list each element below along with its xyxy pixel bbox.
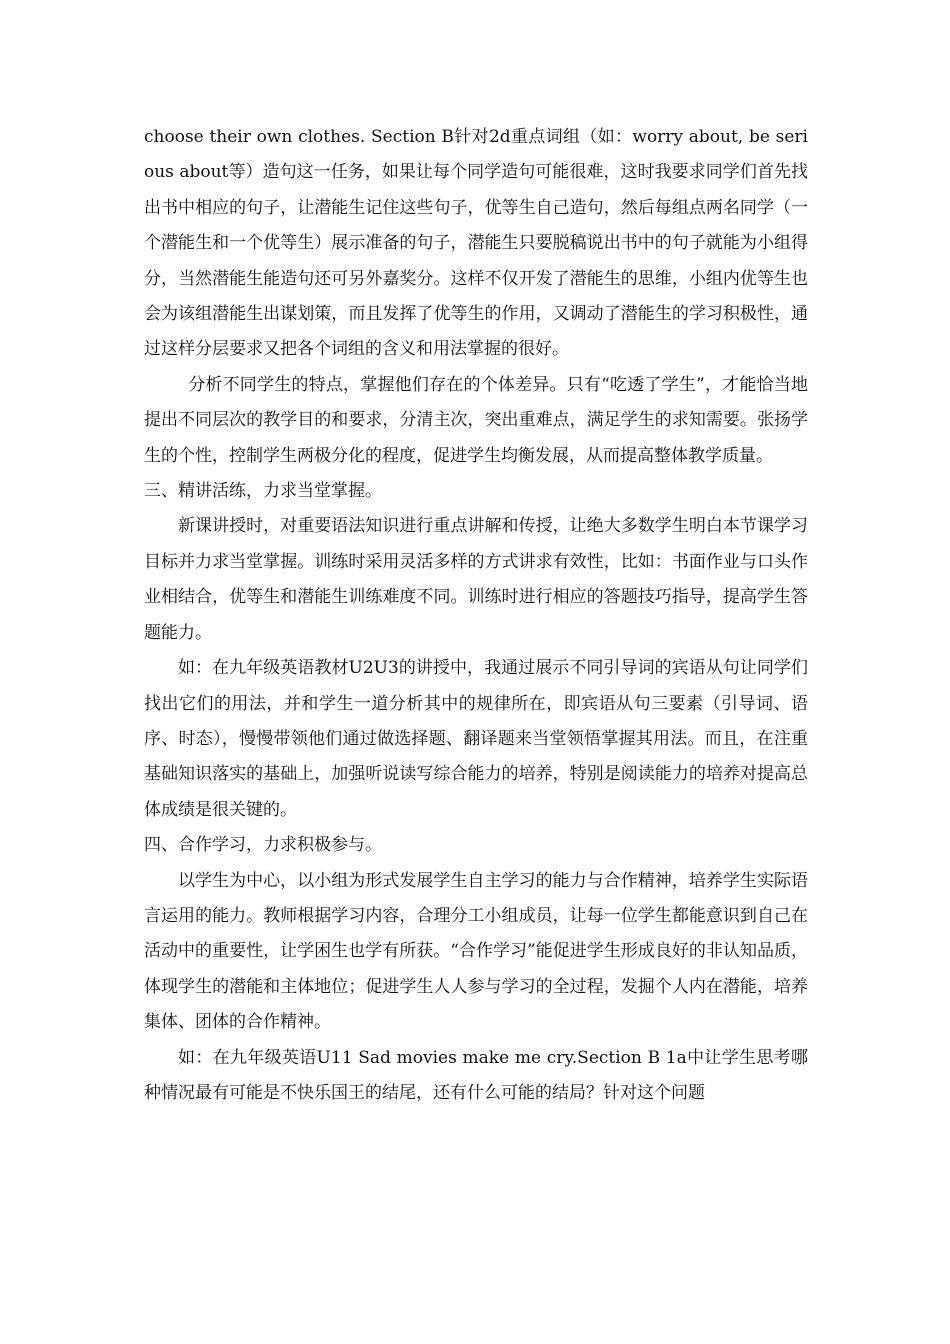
document-body [144,120,808,1111]
paragraph-sad-movies-example: 如：在九年级英语U11 Sad movies make me cry.Section B 1a中让学生思考哪种情况最有可能是不快乐国王的结尾，还有什么可能的结局？针对这个问题 [144,1047,808,1103]
paragraph-cooperative-learning: 以学生为中心，以小组为形式发展学生自主学习的能力与合作精神，培养学生实际语言运用的能力。教师根据学习内容，合理分工小组成员，让每一位学生都能意识到自己在活动中的重要性，让学困生也学有所获。“合作学习”能促进学生形成良好的非认知品质，体现学生的潜能和主体地位；促进学生人人参与学习的全过程，发掘个人内在潜能，培养集体、团体的合作精神。 [144,870,808,1033]
section-heading-4: 四、合作学习，力求积极参与。 [144,835,382,856]
section-heading-3: 三、精讲活练，力求当堂掌握。 [144,481,382,502]
paragraph-student-differences: 分析不同学生的特点，掌握他们存在的个体差异。只有“吃透了学生”，才能恰当地提出不同层次的教学目的和要求，分清主次，突出重难点，满足学生的求知需要。张扬学生的个性，控制学生两极分化的程度，促进学生均衡发展，从而提高整体教学质量。 [144,374,808,466]
paragraph-layered-sentences: choose their own clothes. Section B针对2d重点词组（如：worry about, be serious about等）造句这一任务，如果让每个同学造句可能很难，这时我要求同学们首先找出书中相应的句子，让潜能生记住这些句子，优等生自己造句，然后每组点两名同学（一个潜能生和一个优等生）展示准备的句子，潜能生只要脱稿说出书中的句子就能为小组得分，当然潜能生能造句还可另外嘉奖分。这样不仅开发了潜能生的思维，小组内优等生也会为该组潜能生出谋划策，而且发挥了优等生的作用，又调动了潜能生的学习积极性，通过这样分层要求又把各个词组的含义和用法掌握的很好。 [144,127,808,360]
paragraph-new-lesson: 新课讲授时，对重要语法知识进行重点讲解和传授，让绝大多数学生明白本节课学习目标并力求当堂掌握。训练时采用灵活多样的方式讲求有效性，比如：书面作业与口头作业相结合，优等生和潜能生训练难度不同。训练时进行相应的答题技巧指导，提高学生答题能力。 [144,516,808,643]
paragraph-object-clause-example: 如：在九年级英语教材U2U3的讲授中，我通过展示不同引导词的宾语从句让同学们找出它们的用法，并和学生一道分析其中的规律所在，即宾语从句三要素（引导词、语序、时态），慢慢带领他们通过做选择题、翻译题来当堂领悟掌握其用法。而且，在注重基础知识落实的基础上，加强听说读写综合能力的培养，特别是阅读能力的培养对提高总体成绩是很关键的。 [144,658,808,820]
